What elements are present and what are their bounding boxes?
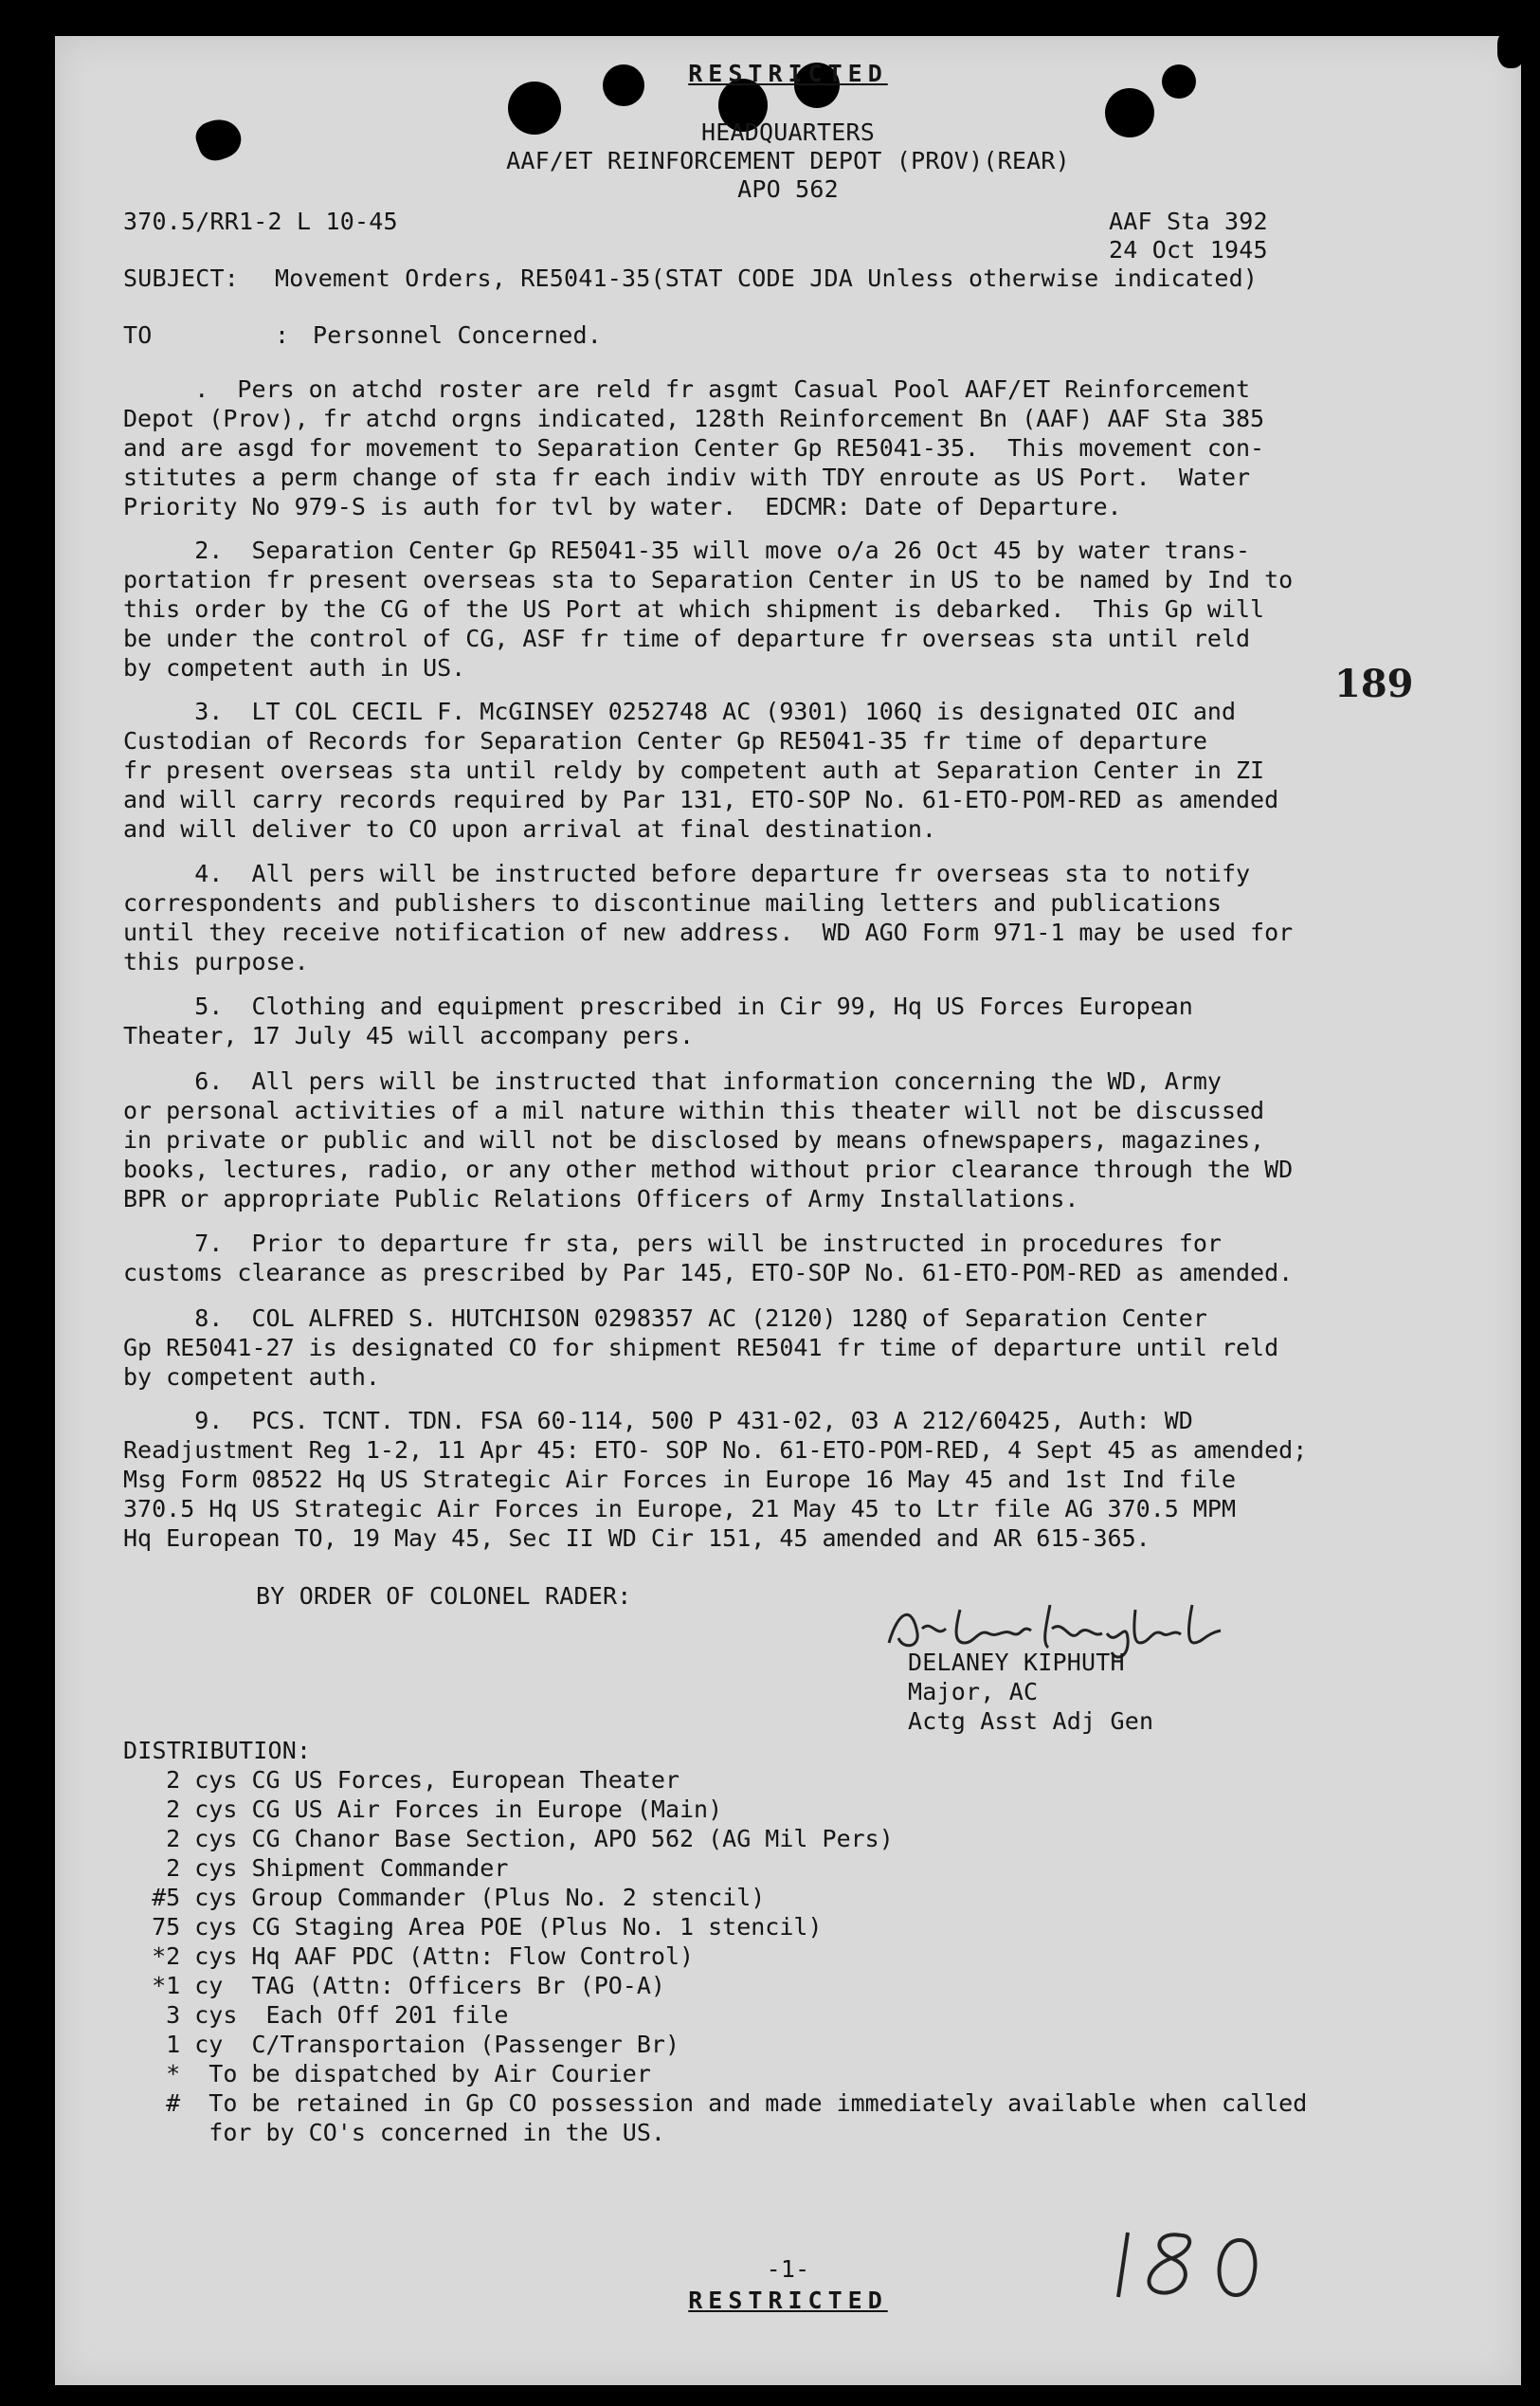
paragraph-line: Hq European TO, 19 May 45, Sec II WD Cir 151, 45 amended and AR 615-365. — [123, 1524, 1150, 1552]
paragraph-line: Priority No 979-S is auth for tvl by water. EDCMR: Date of Departure. — [123, 493, 1122, 520]
distribution-item: #5 cys Group Commander (Plus No. 2 stencil) — [123, 1884, 766, 1911]
subject-label: SUBJECT: — [123, 264, 240, 292]
paragraph-line: Msg Form 08522 Hq US Strategic Air Forces in Europe 16 May 45 and 1st Ind file — [123, 1466, 1236, 1493]
stamp-number: 189 — [1334, 662, 1414, 706]
paragraph-line: or personal activities of a mil nature within this theater will not be discussed — [123, 1097, 1265, 1124]
subject-text: Movement Orders, RE5041-35(STAT CODE JDA Unless otherwise indicated) — [275, 264, 1259, 292]
to-text: Personnel Concerned. — [313, 321, 603, 349]
order-authority-line: BY ORDER OF COLONEL RADER: — [256, 1582, 632, 1610]
distribution-item: 2 cys CG US Air Forces in Europe (Main) — [123, 1795, 723, 1823]
paragraph-line: and are asgd for movement to Separation Center Gp RE5041-35. This movement con- — [123, 434, 1265, 462]
org-line-2: AAF/ET REINFORCEMENT DEPOT (PROV)(REAR) — [506, 147, 1070, 174]
distribution-item: *1 cy TAG (Attn: Officers Br (PO-A) — [123, 1972, 665, 1999]
paragraph-line: 3. LT COL CECIL F. McGINSEY 0252748 AC (9301) 106Q is designated OIC and — [123, 698, 1236, 725]
signatory-rank: Major, AC — [908, 1678, 1039, 1705]
paragraph-line: 2. Separation Center Gp RE5041-35 will move o/a 26 Oct 45 by water trans- — [123, 537, 1251, 564]
paragraph-line: fr present overseas sta until reldy by competent auth at Separation Center in ZI — [123, 756, 1265, 784]
paragraph-4 — [123, 859, 1450, 976]
distribution-item: 1 cy C/Transportaion (Passenger Br) — [123, 2031, 679, 2058]
paragraph-line: by competent auth in US. — [123, 654, 466, 682]
document-date: 24 Oct 1945 — [1109, 236, 1268, 264]
paragraph-6 — [123, 1066, 1450, 1213]
signatory-name: DELANEY KIPHUTH — [908, 1649, 1125, 1676]
paragraph-8 — [123, 1303, 1450, 1392]
to-label: TO — [123, 321, 153, 349]
distribution-item: for by CO's concerned in the US. — [123, 2119, 665, 2146]
paragraph-line: Depot (Prov), fr atchd orgns indicated, 128th Reinforcement Bn (AAF) AAF Sta 385 — [123, 405, 1265, 432]
document-page — [55, 36, 1521, 2385]
paragraph-3 — [123, 697, 1450, 844]
paragraph-line: Readjustment Reg 1-2, 11 Apr 45: ETO- SOP No. 61-ETO-POM-RED, 4 Sept 45 as amended; — [123, 1436, 1308, 1464]
paragraph-1 — [123, 374, 1450, 521]
paragraph-line: Gp RE5041-27 is designated CO for shipment RE5041 fr time of departure until reld — [123, 1334, 1279, 1361]
distribution-item: 2 cys Shipment Commander — [123, 1854, 509, 1882]
distribution-item: 3 cys Each Off 201 file — [123, 2001, 509, 2029]
paragraph-line: Custodian of Records for Separation Center Gp RE5041-35 fr time of departure — [123, 727, 1207, 755]
paragraph-line: 5. Clothing and equipment prescribed in Cir 99, Hq US Forces European — [123, 993, 1193, 1020]
distribution-item: 75 cys CG Staging Area POE (Plus No. 1 stencil) — [123, 1913, 823, 1941]
file-reference: 370.5/RR1-2 L 10-45 — [123, 208, 398, 235]
paragraph-line: 9. PCS. TCNT. TDN. FSA 60-114, 500 P 431-02, 03 A 212/60425, Auth: WD — [123, 1407, 1193, 1434]
paragraph-line: correspondents and publishers to discontinue mailing letters and publications — [123, 889, 1222, 917]
page-number: -1- — [766, 2255, 810, 2283]
classification-bottom: RESTRICTED — [688, 2287, 888, 2314]
signatory-title: Actg Asst Adj Gen — [908, 1707, 1154, 1735]
paragraph-line: be under the control of CG, ASF fr time of departure fr overseas sta until reld — [123, 625, 1251, 652]
paragraph-9 — [123, 1406, 1450, 1553]
paragraph-line: stitutes a perm change of sta fr each indiv with TDY enroute as US Port. Water — [123, 464, 1251, 491]
paragraph-line: 370.5 Hq US Strategic Air Forces in Europe, 21 May 45 to Ltr file AG 370.5 MPM — [123, 1495, 1236, 1522]
distribution-label: DISTRIBUTION: — [123, 1737, 312, 1764]
paragraph-line: 7. Prior to departure fr sta, pers will be instructed in procedures for — [123, 1230, 1222, 1257]
paragraph-line: until they receive notification of new address. WD AGO Form 971-1 may be used for — [123, 919, 1294, 946]
paragraph-line: and will deliver to CO upon arrival at final destination. — [123, 815, 936, 843]
to-colon: : — [275, 321, 290, 349]
distribution-item: * To be dispatched by Air Courier — [123, 2060, 651, 2087]
org-line-3: APO 562 — [737, 175, 839, 203]
paragraph-2 — [123, 536, 1450, 683]
paragraph-line: Theater, 17 July 45 will accompany pers. — [123, 1022, 695, 1049]
paragraph-7 — [123, 1229, 1450, 1287]
paragraph-line: 6. All pers will be instructed that information concerning the WD, Army — [123, 1067, 1222, 1095]
paragraph-line: BPR or appropriate Public Relations Officers of Army Installations. — [123, 1185, 1079, 1212]
paragraph-line: 4. All pers will be instructed before departure fr overseas sta to notify — [123, 860, 1251, 887]
paragraph-line: customs clearance as prescribed by Par 145, ETO-SOP No. 61-ETO-POM-RED as amended. — [123, 1259, 1294, 1286]
paragraph-line: this order by the CG of the US Port at which shipment is debarked. This Gp will — [123, 595, 1265, 623]
station: AAF Sta 392 — [1109, 208, 1268, 235]
distribution-item: *2 cys Hq AAF PDC (Attn: Flow Control) — [123, 1942, 695, 1970]
paragraph-line: books, lectures, radio, or any other method without prior clearance through the WD — [123, 1156, 1294, 1183]
paragraph-line: in private or public and will not be disclosed by means ofnewspapers, magazines, — [123, 1126, 1265, 1154]
paragraph-line: 8. COL ALFRED S. HUTCHISON 0298357 AC (2120) 128Q of Separation Center — [123, 1304, 1207, 1332]
distribution-list — [123, 1765, 1450, 2147]
paragraph-line: portation fr present overseas sta to Separation Center in US to be named by Ind to — [123, 566, 1294, 593]
org-line-1: HEADQUARTERS — [700, 118, 875, 146]
distribution-item: # To be retained in Gp CO possession and made immediately available when called — [123, 2089, 1308, 2117]
paragraph-line: this purpose. — [123, 948, 309, 975]
paragraph-line: . Pers on atchd roster are reld fr asgmt Casual Pool AAF/ET Reinforcement — [123, 375, 1251, 403]
distribution-item: 2 cys CG Chanor Base Section, APO 562 (AG Mil Pers) — [123, 1825, 894, 1852]
classification-top: RESTRICTED — [688, 60, 888, 87]
paragraph-line: and will carry records required by Par 131, ETO-SOP No. 61-ETO-POM-RED as amended — [123, 786, 1279, 813]
paragraph-5 — [123, 992, 1450, 1050]
distribution-item: 2 cys CG US Forces, European Theater — [123, 1766, 679, 1794]
paragraph-line: by competent auth. — [123, 1363, 380, 1391]
